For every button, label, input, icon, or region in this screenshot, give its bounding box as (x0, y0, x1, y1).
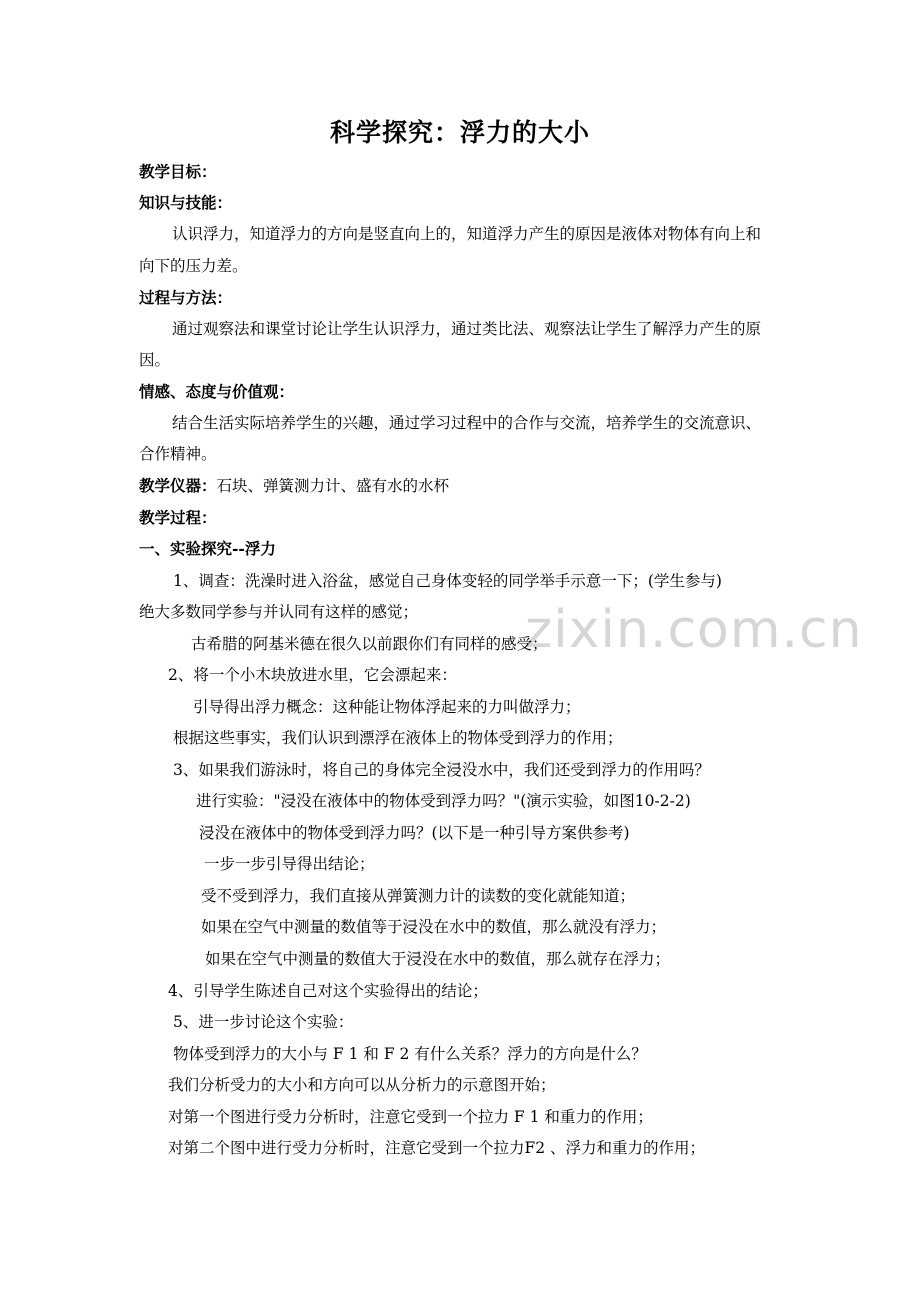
paragraph-9: 浸没在液体中的物体受到浮力吗？(以下是一种引导方案供参考) (199, 824, 630, 842)
instruments-label: 教学仪器： (139, 476, 217, 495)
paragraph-8: 进行实验："浸没在液体中的物体受到浮力吗？"(演示实验，如图10-2-2) (196, 792, 691, 810)
paragraph-15: 5、进一步讨论这个实验： (173, 1013, 354, 1031)
knowledge-heading: 知识与技能： (139, 193, 233, 212)
paragraph-16: 物体受到浮力的大小与 F 1 和 F 2 有什么关系？浮力的方向是什么？ (173, 1045, 647, 1063)
paragraph-12: 如果在空气中测量的数值等于浸没在水中的数值，那么就没有浮力； (201, 918, 667, 936)
paragraph-10: 一步一步引导得出结论； (204, 855, 375, 873)
paragraph-13: 如果在空气中测量的数值大于浸没在水中的数值，那么就存在浮力； (205, 950, 671, 968)
paragraph-1: 1、调查：洗澡时进入浴盆，感觉自己身体变轻的同学举手示意一下；(学生参与) (173, 572, 722, 590)
paragraph-6: 根据这些事实，我们认识到漂浮在液体上的物体受到浮力的作用； (173, 729, 623, 747)
paragraph-18: 对第一个图进行受力分析时，注意它受到一个拉力 F 1 和重力的作用； (168, 1108, 653, 1126)
emotion-text-line-1: 结合生活实际培养学生的兴趣，通过学习过程中的合作与交流，培养学生的交流意识、 (172, 414, 762, 432)
watermark: zixin.com.cn (525, 600, 863, 660)
paragraph-19: 对第二个图中进行受力分析时，注意它受到一个拉力F2 、浮力和重力的作用； (168, 1139, 706, 1157)
emotion-text-line-2: 合作精神。 (139, 445, 217, 463)
process-text-line-2: 因。 (139, 351, 171, 369)
instruments-line (139, 476, 449, 496)
section-1-heading: 一、实验探究--浮力 (139, 539, 276, 558)
document-title: 科学探究：浮力的大小 (329, 118, 590, 147)
procedure-heading: 教学过程： (139, 508, 217, 527)
paragraph-7: 3、如果我们游泳时，将自己的身体完全浸没水中，我们还受到浮力的作用吗？ (173, 761, 710, 779)
paragraph-5: 引导得出浮力概念：这种能让物体浮起来的力叫做浮力； (193, 698, 581, 716)
paragraph-14: 4、引导学生陈述自己对这个实验得出的结论； (168, 982, 488, 1000)
paragraph-2: 绝大多数同学参与并认同有这样的感觉； (139, 603, 419, 621)
process-text-line-1: 通过观察法和课堂讨论让学生认识浮力，通过类比法、观察法让学生了解浮力产生的原 (172, 320, 762, 338)
emotion-heading: 情感、态度与价值观： (139, 382, 295, 401)
paragraph-11: 受不受到浮力，我们直接从弹簧测力计的读数的变化就能知道； (201, 887, 636, 905)
paragraph-17: 我们分析受力的大小和方向可以从分析力的示意图开始； (168, 1076, 556, 1094)
instruments-text: 石块、弹簧测力计、盛有水的水杯 (216, 477, 450, 495)
knowledge-text-line-2: 向下的压力差。 (139, 257, 248, 275)
paragraph-3: 古希腊的阿基米德在很久以前跟你们有同样的感受； (191, 635, 548, 653)
knowledge-text-line-1: 认识浮力，知道浮力的方向是竖直向上的，知道浮力产生的原因是液体对物体有向上和 (172, 225, 762, 243)
process-heading: 过程与方法： (139, 288, 233, 307)
paragraph-4: 2、将一个小木块放进水里，它会漂起来： (168, 666, 457, 684)
objectives-heading: 教学目标： (139, 162, 217, 181)
